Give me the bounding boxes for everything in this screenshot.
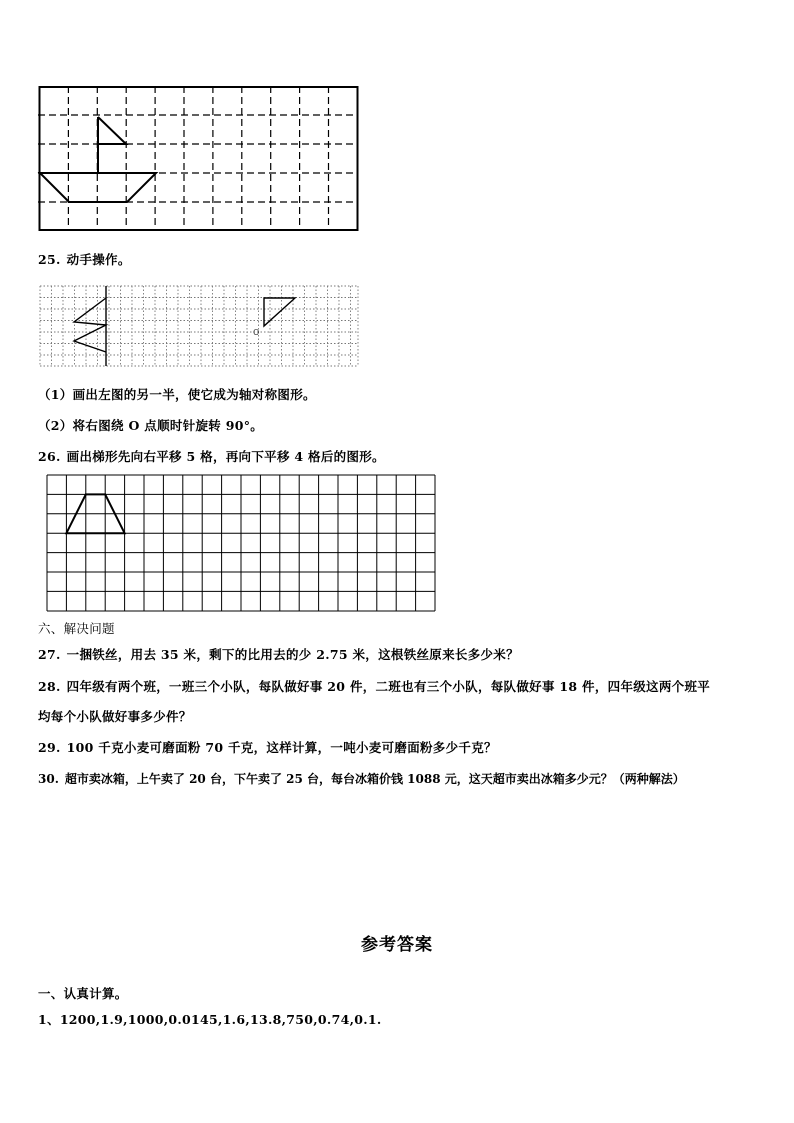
section6-title: 六、解决问题 (38, 621, 115, 636)
q29-number: 29. (38, 740, 61, 755)
q27-text: 一捆铁丝，用去 35 米，剩下的比用去的少 2.75 米，这根铁丝原来长多少米？ (66, 647, 519, 662)
symmetry-rotation-figure (38, 284, 360, 368)
q29-text: 100 千克小麦可磨面粉 70 千克，这样计算，一吨小麦可磨面粉多少千克？ (66, 740, 497, 755)
q30-number: 30. (38, 772, 59, 786)
q25-prompt: 动手操作。 (66, 252, 131, 267)
sail-shape (98, 117, 126, 173)
q25-task2: （2）将右图绕 O 点顺时针旋转 90°。 (38, 418, 264, 433)
q25-task1: （1）画出左图的另一半，使它成为轴对称图形。 (38, 387, 316, 402)
rotation-triangle (264, 298, 295, 326)
answers-title: 参考答案 (361, 935, 433, 955)
q27-number: 27. (38, 647, 61, 662)
answers-section1: 一、认真计算。 (38, 986, 128, 1001)
a1-number: 1、 (38, 1012, 60, 1027)
q26-number: 26. (38, 449, 61, 464)
trapezoid-grid-figure (46, 474, 438, 614)
hull-shape (40, 173, 156, 202)
q30-text: 超市卖冰箱，上午卖了 20 台，下午卖了 25 台，每台冰箱价钱 1088 元，这天超市卖出冰箱多少元？（两种解法） (64, 772, 685, 786)
sailboat-grid-figure (38, 86, 360, 234)
q26-prompt: 画出梯形先向右平移 5 格，再向下平移 4 格后的图形。 (66, 449, 385, 464)
q28-line2: 均每个小队做好事多少件？ (38, 709, 192, 724)
q28-line1: 四年级有两个班，一班三个小队，每队做好事 20 件，二班也有三个小队，每队做好事 18 件，四年级这两个班平 (66, 679, 711, 694)
a1-text: 1200,1.9,1000,0.0145,1.6,13.8,750,0.74,0.1. (59, 1012, 382, 1027)
q25-number: 25. (38, 252, 61, 267)
point-o-label: O (253, 328, 260, 337)
q28-number: 28. (38, 679, 61, 694)
